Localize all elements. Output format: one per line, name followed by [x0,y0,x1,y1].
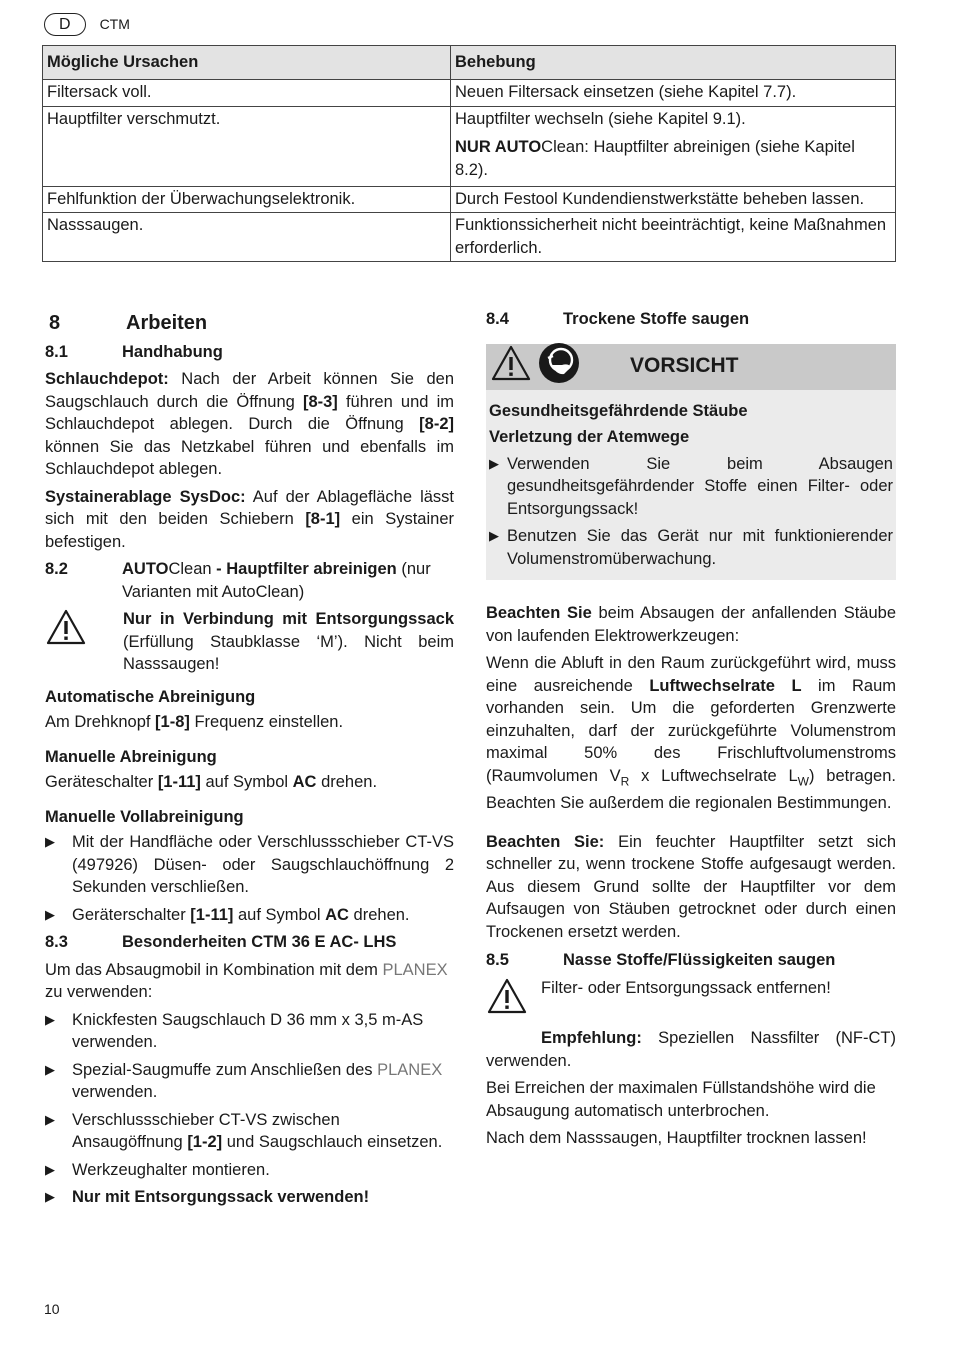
section-title: Nasse Stoffe/Flüssigkeiten saugen [563,951,836,970]
bold-text: AC [292,773,317,791]
label: Systainerablage SysDoc: [45,487,246,506]
table-header-causes: Mögliche Ursachen [43,46,451,80]
warning-triangle-icon [490,344,532,389]
subscript: W [797,773,809,788]
list-item [45,904,454,927]
auto-cleaning-text [45,711,454,734]
paragraph-note-dust [486,602,896,647]
text: Ein feuchter Hauptfilter setzt sich schneller zu, wenn trockene Stoffe aufgesaugt werden. Aus diesem Grund sollte der Hauptfilter vor dem Aufsaugen von Stäuben getrocknet oder durch einen Trockenen ersetzt werden. [486,832,896,941]
warning-triangle-icon [45,608,123,676]
table-cell: Neuen Filtersack einsetzen (siehe Kapitel 7.7). [451,80,896,107]
section-8-3-heading [45,931,454,954]
brand-text: PLANEX [382,960,448,979]
text: Am Drehknopf [45,713,156,731]
caution-body [486,390,896,581]
list-item [489,525,893,570]
planex-intro [45,959,454,1004]
section-number: 8.4 [486,310,509,328]
bold-text: AUTO [122,560,169,578]
text: drehen. [316,773,378,791]
bullet-arrow-icon: ▶ [45,1161,55,1177]
table-row [43,186,896,213]
section-8-5-heading [486,949,896,972]
warning-triangle-icon [486,977,541,1022]
brand-text: Clean: [541,138,589,156]
text: Geräteschalter [45,773,158,791]
warning-note [486,977,896,1022]
warning-note [45,608,454,676]
text: auf Symbol [200,773,293,791]
section-8-heading [45,312,454,335]
text: Wenn die Abluft in den Raum zurückgeführt wird, muss eine ausreichende [486,654,896,695]
left-column [45,308,454,1214]
text: verwenden. [72,1083,158,1101]
list-item [45,831,454,899]
section-number: 8.5 [486,951,509,970]
list-item-text: Knickfesten Saugschlauch D 36 mm x 3,5 m-AS verwenden. [72,1010,424,1051]
list-item-text: Verwenden Sie beim Absaugen gesundheitsgefährdender Stoffe einen Filter- oder Entsorgungssack! [507,454,893,518]
text: ein Systainer befestigen. [45,510,454,551]
list-item-text [72,1059,454,1104]
text: Frequenz einstellen. [189,713,344,731]
section-title: Handhabung [122,342,223,361]
full-cleaning-heading: Manuelle Vollabreinigung [45,807,244,826]
paragraph-fill-level: Bei Erreichen der maximalen Füllstandshöhe wird die Absaugung automatisch unterbrochen. [486,1079,876,1120]
text: Spezial-Saugmuffe zum Anschließen des [72,1060,378,1079]
text: führen und im Schlauchdepot ablegen. Durch die Öffnung [45,392,454,433]
right-column [486,308,896,1150]
caution-hazard: Gesundheitsgefährdende Stäube [489,401,748,420]
table-row [43,213,896,262]
section-number: 8.3 [45,933,68,951]
text: Verschlussschieber CT-VS zwischen Ansaugöffnung [72,1110,340,1151]
ref: [8-1] [305,510,341,528]
section-8-2-heading [45,558,454,603]
text: beim Absaugen der anfallenden Stäube von laufenden Elektrowerkzeugen: [486,604,897,645]
ref: [1-11] [157,773,201,791]
list-item-text: Benutzen Sie das Gerät nur mit funktionierender Volumenstromüberwachung. [507,527,893,568]
bullet-arrow-icon: ▶ [45,834,55,849]
table-cell: Nasssaugen. [43,213,451,262]
ref: [1-11] [190,905,234,924]
text: Hauptfilter abreinigen (siehe Kapitel 8.2). [455,138,855,179]
warning-text [123,608,454,676]
bullet-arrow-icon: ▶ [45,1011,55,1027]
section-title [122,558,454,603]
label: Empfehlung: [541,1029,642,1048]
ref: [1-8] [155,713,190,731]
table-cell: Hauptfilter verschmutzt. [43,106,451,186]
caution-title: VORSICHT [630,354,739,378]
bullet-arrow-icon: ▶ [45,906,55,922]
caution-header [486,344,896,390]
paragraph-damp-filter [486,831,896,944]
label: Schlauchdepot: [45,370,169,388]
section-8-1-heading [45,341,454,364]
manual-cleaning-text [45,771,454,794]
paragraph-hose-depot [45,368,454,481]
table-cell-text: Hauptfilter wechseln (siehe Kapitel 9.1). [455,109,746,128]
text: Um das Absaugmobil in Kombination mit dem [45,960,383,979]
list-item [45,1009,454,1054]
table-cell: Fehlfunktion der Überwachungselektronik. [43,186,451,213]
ref: [1-2] [187,1133,223,1151]
text: (Erfüllung Staubklasse ‘M’). Nicht beim Nasssaugen! [123,632,454,673]
table-cell-text [455,136,891,181]
caution-box [486,344,896,581]
section-number: 8.1 [45,342,68,361]
paragraph-air-exchange [486,652,896,815]
bullet-arrow-icon: ▶ [489,528,499,543]
text: x Luftwechselrate L [629,766,798,785]
page-header [44,12,130,36]
bold-text: Luftwechselrate L [649,676,802,695]
subscript: R [620,773,630,788]
section-title: Trockene Stoffe saugen [563,310,750,328]
table-row [43,80,896,107]
text: im Raum vorhanden sein. Um die geforderten Grenzwerte einzuhalten, darf der zurückgeführte Volumenstrom maximal 50% des Frischluftvolumenstroms (Raumvolumen V [486,676,896,785]
list-item [45,1186,454,1209]
list-item-text: Mit der Handfläche oder Verschlussschieber CT-VS (497926) Düsen- oder Saugschlauchöffnung 2 Sekunden verschließen. [72,833,454,896]
list-item-text: Werkzeughalter montieren. [72,1160,270,1179]
list-item-text: Nur mit Entsorgungssack verwenden! [72,1188,370,1206]
caution-icons [486,342,630,391]
table-cell: Durch Festool Kundendienstwerkstätte beheben lassen. [451,186,896,213]
bold-text: NUR AUTO [455,138,542,156]
section-title: Arbeiten [126,312,208,334]
caution-consequence: Verletzung der Atemwege [489,428,690,446]
list-item-text [72,904,410,927]
auto-cleaning-heading: Automatische Abreinigung [45,687,256,706]
label: Beachten Sie [486,604,592,622]
text: Geräterschalter [72,905,191,924]
table-cell: Funktionssicherheit nicht beeinträchtigt, keine Maßnahmen erforderlich. [451,213,896,262]
bold-text: - Hauptfilter abreinigen [211,560,397,578]
bullet-arrow-icon: ▶ [45,1111,55,1127]
troubleshooting-table [42,45,896,262]
table-row [43,106,896,186]
text: Nach der Arbeit können Sie den Saugschlauch durch die Öffnung [45,370,454,411]
language-badge: D [44,13,86,36]
text: auf Symbol [233,905,326,924]
paragraph-dry-filter: Nach dem Nasssaugen, Hauptfilter trocknen lassen! [486,1129,867,1148]
text: (nur Varianten mit AutoClean) [122,560,431,601]
table-header-row [43,46,896,80]
list-item-text [72,1109,454,1154]
table-cell: Filtersack voll. [43,80,451,107]
section-number: 8 [49,312,61,334]
section-8-4-heading [486,308,896,331]
text: zu verwenden: [45,983,153,1001]
bold-text: Nur in Verbindung mit Entsorgungssack [123,610,454,628]
table-cell [451,106,896,186]
text: können Sie das Netzkabel führen und ebenfalls im Schlauchdepot ablegen. [45,437,454,478]
bold-text: AC [325,905,349,924]
list-item [45,1159,454,1182]
text: und Saugschlauch einsetzen. [222,1133,443,1151]
text: Auf der Ablagefläche lässt sich mit den beiden Schiebern [45,487,455,528]
page-number: 10 [44,1301,60,1317]
paragraph-systainer [45,486,454,554]
list-item [45,1109,454,1154]
paragraph-recommendation [486,1027,896,1072]
ref: [8-2] [419,415,454,433]
section-title: Besonderheiten CTM 36 E AC- LHS [122,933,397,951]
text: ) betragen. Beachten Sie außerdem die regionalen Bestimmungen. [486,766,896,813]
text: drehen. [348,905,410,924]
brand-text: PLANEX [377,1060,443,1079]
bullet-arrow-icon: ▶ [45,1189,55,1204]
warning-text: Filter- oder Entsorgungssack entfernen! [541,978,831,997]
text: Speziellen Nassfilter (NF-CT) verwenden. [486,1029,896,1070]
list-item [489,453,893,521]
section-number: 8.2 [45,560,68,578]
table-header-remedy: Behebung [451,46,896,80]
ref: [8-3] [302,392,338,411]
bullet-arrow-icon: ▶ [489,455,499,471]
bullet-arrow-icon: ▶ [45,1061,55,1077]
label: Beachten Sie: [486,832,605,851]
list-item [45,1059,454,1104]
model-label: CTM [99,15,130,32]
manual-cleaning-heading: Manuelle Abreinigung [45,747,217,766]
respirator-mask-icon [538,342,580,391]
brand-text: Clean [168,560,212,578]
